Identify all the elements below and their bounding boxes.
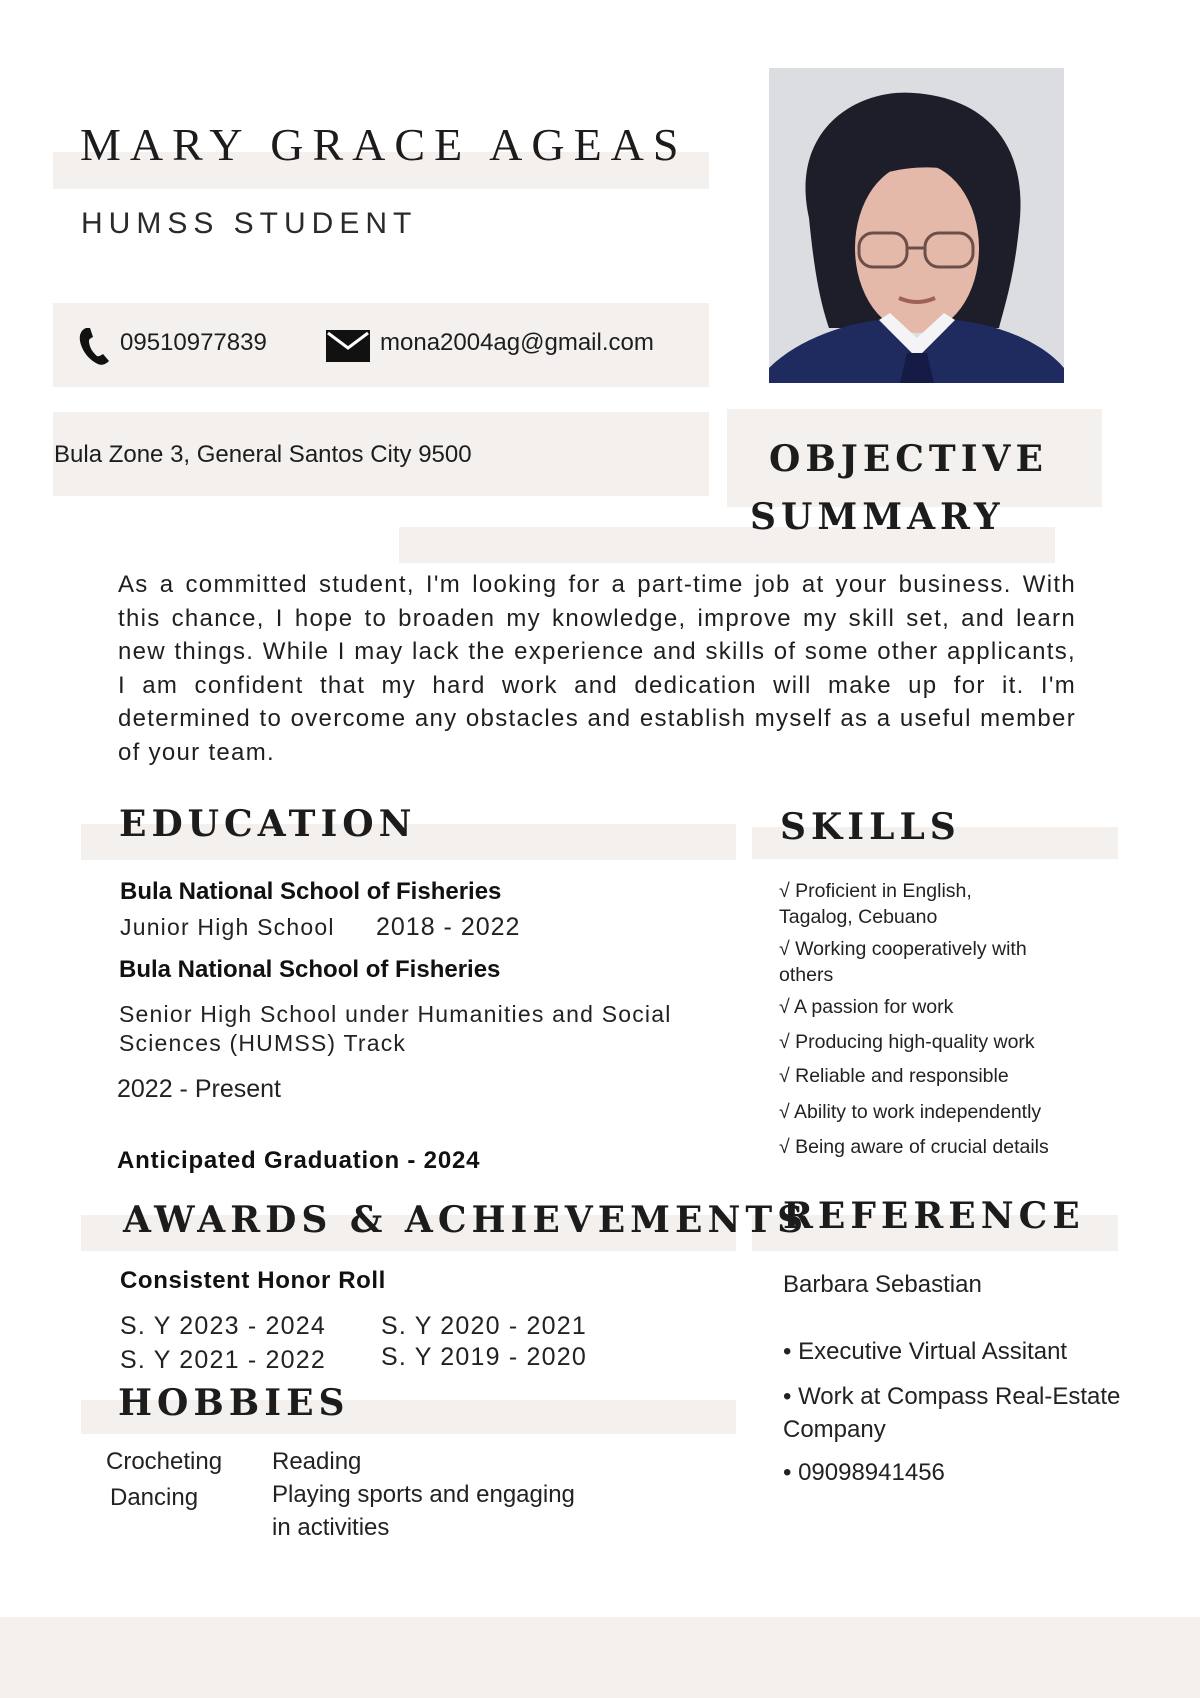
skill-item: √ Proficient in English, Tagalog, Cebuano: [779, 880, 972, 928]
phone-icon: [78, 326, 112, 366]
school-level-junior: Junior High School: [120, 914, 335, 940]
award-year: S. Y 2020 - 2021: [381, 1312, 587, 1340]
reference-detail: Company: [783, 1416, 886, 1443]
skill-item: √ Working cooperatively with others: [779, 938, 1027, 986]
school-name-senior: Bula National School of Fisheries: [119, 956, 501, 983]
awards-heading: AWARDS & ACHIEVEMENTS: [123, 1199, 809, 1241]
award-title: Consistent Honor Roll: [120, 1267, 386, 1294]
hobby-item: Reading: [272, 1448, 362, 1475]
skill-item: √ Producing high-quality work: [779, 1031, 1035, 1053]
objective-heading-line2: SUMMARY: [750, 496, 1005, 538]
footer-band: [0, 1617, 1200, 1698]
school-level-senior-line1: Senior High School under Humanities and Social: [119, 1001, 672, 1027]
reference-detail: • Executive Virtual Assitant: [783, 1338, 1068, 1365]
profile-photo: [769, 68, 1064, 383]
skill-item: √ Reliable and responsible: [779, 1065, 1009, 1087]
home-address: Bula Zone 3, General Santos City 9500: [54, 441, 472, 468]
applicant-name: MARY GRACE AGEAS: [80, 119, 688, 170]
reference-name: Barbara Sebastian: [783, 1271, 982, 1298]
reference-phone: • 09098941456: [783, 1459, 945, 1486]
award-year: S. Y 2023 - 2024: [120, 1312, 326, 1340]
hobby-item: in activities: [272, 1514, 390, 1541]
hobby-item: Dancing: [110, 1484, 199, 1511]
hobby-item: Crocheting: [106, 1448, 223, 1475]
phone-number: 09510977839: [120, 329, 267, 356]
objective-text: As a committed student, I'm looking for a part-time job at your business. With this chance, I hope to broaden my knowledge, improve my skill set, and learn new things. While I may lack the experience and skills of some other applicants, I am confident that my hard work and dedication will make up for it. I'm determined to overcome any obstacles and establish myself as a useful member of your team.: [118, 571, 1076, 766]
school-name-junior: Bula National School of Fisheries: [120, 878, 502, 905]
skills-heading: SKILLS: [780, 806, 961, 848]
envelope-icon: [326, 330, 370, 362]
school-years-junior: 2018 - 2022: [376, 913, 521, 941]
skill-item: √ A passion for work: [779, 996, 954, 1018]
email-address: mona2004ag@gmail.com: [380, 329, 654, 356]
hobbies-heading: HOBBIES: [118, 1382, 350, 1424]
applicant-role: HUMSS STUDENT: [81, 207, 418, 240]
hobby-item: Playing sports and engaging: [272, 1481, 575, 1508]
anticipated-graduation: Anticipated Graduation - 2024: [117, 1147, 481, 1174]
school-years-senior: 2022 - Present: [117, 1075, 281, 1103]
skill-item: √ Ability to work independently: [779, 1101, 1042, 1123]
reference-heading: REFERENCE: [783, 1195, 1085, 1237]
reference-detail: • Work at Compass Real-Estate: [783, 1383, 1121, 1410]
objective-heading-line1: OBJECTIVE: [769, 438, 1048, 480]
award-year: S. Y 2021 - 2022: [120, 1346, 326, 1374]
school-level-senior-line2: Sciences (HUMSS) Track: [119, 1030, 407, 1056]
education-heading: EDUCATION: [119, 803, 417, 845]
skill-item: √ Being aware of crucial details: [779, 1136, 1049, 1158]
award-year: S. Y 2019 - 2020: [381, 1343, 587, 1371]
